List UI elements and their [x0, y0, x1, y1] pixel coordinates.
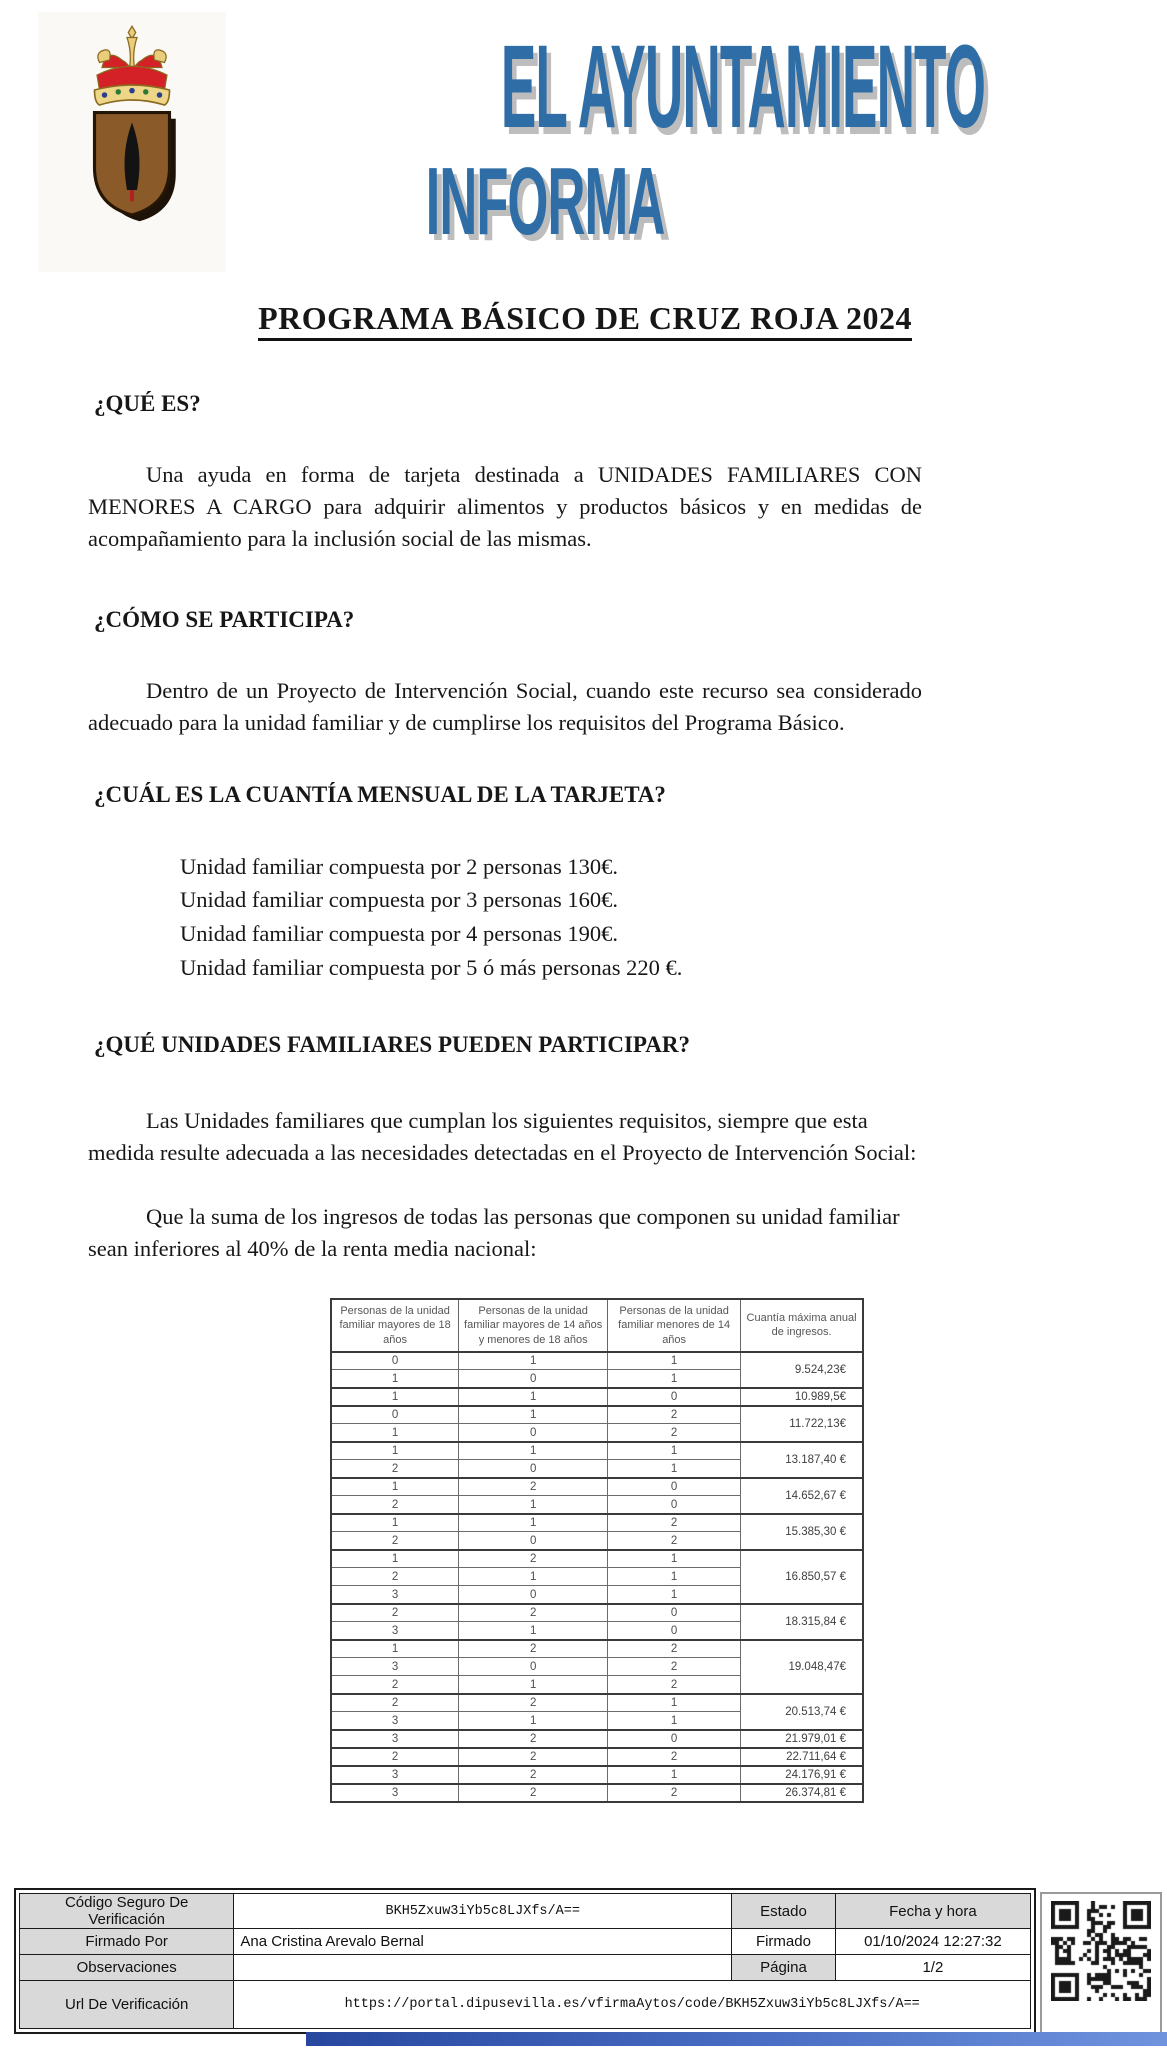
pagina-label: Página: [732, 1955, 836, 1981]
crown-icon: [95, 26, 170, 105]
count-cell: 0: [608, 1730, 741, 1748]
amount-cell: 13.187,40 €: [741, 1442, 863, 1478]
income-table-body: [331, 1352, 863, 1802]
income-table-wrap: [330, 1298, 864, 1803]
cuantia-list: [180, 850, 922, 985]
count-cell: 2: [459, 1604, 608, 1622]
amount-cell: 9.524,23€: [741, 1352, 863, 1388]
content: [88, 388, 922, 1265]
count-cell: 1: [459, 1622, 608, 1640]
count-cell: 0: [459, 1586, 608, 1604]
count-cell: 3: [331, 1622, 459, 1640]
amount-cell: 14.652,67 €: [741, 1478, 863, 1514]
income-header-teens: Personas de la unidad familiar mayores de 14 años y menores de 18 años: [459, 1299, 608, 1352]
count-cell: 2: [331, 1532, 459, 1550]
amount-cell: 16.850,57 €: [741, 1550, 863, 1604]
verif-row-csv: [20, 1894, 1031, 1929]
amount-cell: 11.722,13€: [741, 1406, 863, 1442]
count-cell: 0: [459, 1532, 608, 1550]
count-cell: 1: [459, 1496, 608, 1514]
count-cell: 1: [459, 1568, 608, 1586]
banner-line1: EL AYUNTAMIENTO: [500, 21, 985, 153]
income-table: [330, 1298, 864, 1803]
income-header-row: [331, 1299, 863, 1352]
observaciones-value: [234, 1955, 732, 1981]
amount-cell: 21.979,01 €: [741, 1730, 863, 1748]
income-row: [331, 1748, 863, 1766]
count-cell: 2: [608, 1424, 741, 1442]
estado-value: Firmado: [732, 1929, 836, 1955]
count-cell: 1: [608, 1460, 741, 1478]
count-cell: 0: [608, 1478, 741, 1496]
qr-box: [1040, 1892, 1162, 2040]
count-cell: 1: [608, 1766, 741, 1784]
qr-code: [1051, 1901, 1151, 2001]
amount-cell: 10.989,5€: [741, 1388, 863, 1406]
paragraph-participar-2: Que la suma de los ingresos de todas las personas que componen su unidad familiar sean inferiores al 40% de la renta media nacional:: [88, 1204, 900, 1262]
income-row: [331, 1514, 863, 1532]
crest-box: [38, 12, 226, 272]
banner: [205, 21, 985, 255]
fecha-value: 01/10/2024 12:27:32: [835, 1929, 1030, 1955]
paragraph-como-se-participa: Dentro de un Proyecto de Intervención Social, cuando este recurso sea considerado adecuado para la unidad familiar y de cumplirse los requisitos del Programa Básico.: [88, 678, 922, 736]
estado-header: Estado: [732, 1894, 836, 1929]
count-cell: 2: [331, 1694, 459, 1712]
income-row: [331, 1604, 863, 1622]
count-cell: 1: [608, 1370, 741, 1388]
count-cell: 1: [608, 1712, 741, 1730]
income-row: [331, 1784, 863, 1802]
count-cell: 0: [331, 1406, 459, 1424]
verification-url-link[interactable]: https://portal.dipusevilla.es/vfirmaAytos/code/BKH5Zxuw3iYb5c8LJXfs/A==: [234, 1981, 1031, 2029]
count-cell: 0: [459, 1424, 608, 1442]
verif-row-observaciones: [20, 1955, 1031, 1981]
amount-cell: 18.315,84 €: [741, 1604, 863, 1640]
shield-icon: [95, 112, 176, 221]
count-cell: 1: [608, 1352, 741, 1370]
count-cell: 2: [459, 1766, 608, 1784]
income-row: [331, 1478, 863, 1496]
cuantia-item: Unidad familiar compuesta por 4 personas 190€.: [180, 921, 619, 947]
count-cell: 2: [331, 1676, 459, 1694]
count-cell: 0: [459, 1658, 608, 1676]
count-cell: 1: [459, 1514, 608, 1532]
pagina-value: 1/2: [835, 1955, 1030, 1981]
income-header-children: Personas de la unidad familiar menores de 14 años: [608, 1299, 741, 1352]
bottom-blue-bar: [306, 2032, 1167, 2046]
count-cell: 1: [608, 1550, 741, 1568]
count-cell: 3: [331, 1658, 459, 1676]
income-header-amount: Cuantía máxima anual de ingresos.: [741, 1299, 863, 1352]
count-cell: 3: [331, 1730, 459, 1748]
count-cell: 0: [608, 1388, 741, 1406]
count-cell: 2: [608, 1514, 741, 1532]
verification-footer: [14, 1888, 1036, 2034]
count-cell: 3: [331, 1766, 459, 1784]
verification-table: [19, 1893, 1031, 2029]
count-cell: 2: [608, 1658, 741, 1676]
count-cell: 0: [459, 1460, 608, 1478]
amount-cell: 22.711,64 €: [741, 1748, 863, 1766]
heading-que-es: ¿QUÉ ES?: [94, 391, 201, 416]
income-row: [331, 1766, 863, 1784]
count-cell: 2: [608, 1640, 741, 1658]
paragraph-participar-1: Las Unidades familiares que cumplan los siguientes requisitos, siempre que esta medida resulte adecuada a las necesidades detectadas en el Proyecto de Intervención Social:: [88, 1108, 917, 1166]
paragraph-que-es: Una ayuda en forma de tarjeta destinada a UNIDADES FAMILIARES CON MENORES A CARGO para adquirir alimentos y productos básicos y en medidas de acompañamiento para la inclusión social de las mismas.: [88, 461, 922, 551]
count-cell: 2: [608, 1406, 741, 1424]
csv-value: BKH5Zxuw3iYb5c8LJXfs/A==: [234, 1894, 732, 1929]
amount-cell: 24.176,91 €: [741, 1766, 863, 1784]
count-cell: 1: [459, 1388, 608, 1406]
income-row: [331, 1730, 863, 1748]
count-cell: 2: [459, 1640, 608, 1658]
cuantia-item: Unidad familiar compuesta por 5 ó más personas 220 €.: [180, 954, 683, 980]
count-cell: 2: [459, 1550, 608, 1568]
count-cell: 1: [459, 1676, 608, 1694]
count-cell: 2: [608, 1784, 741, 1802]
income-row: [331, 1640, 863, 1658]
count-cell: 2: [331, 1604, 459, 1622]
heading-como-se-participa: ¿CÓMO SE PARTICIPA?: [94, 607, 355, 633]
count-cell: 3: [331, 1712, 459, 1730]
verif-row-firmado: [20, 1929, 1031, 1955]
count-cell: 1: [331, 1424, 459, 1442]
count-cell: 1: [608, 1586, 741, 1604]
count-cell: 2: [608, 1532, 741, 1550]
count-cell: 1: [331, 1478, 459, 1496]
fecha-header: Fecha y hora: [835, 1894, 1030, 1929]
count-cell: 1: [459, 1352, 608, 1370]
count-cell: 2: [331, 1496, 459, 1514]
count-cell: 1: [608, 1568, 741, 1586]
count-cell: 0: [608, 1496, 741, 1514]
firmado-por-label: Firmado Por: [20, 1929, 234, 1955]
heading-participar: ¿QUÉ UNIDADES FAMILIARES PUEDEN PARTICIPAR?: [94, 1031, 690, 1057]
count-cell: 1: [459, 1442, 608, 1460]
url-label: Url De Verificación: [20, 1981, 234, 2029]
income-row: [331, 1388, 863, 1406]
doc-title-row: [215, 300, 955, 341]
csv-label: Código Seguro De Verificación: [20, 1894, 234, 1929]
count-cell: 1: [331, 1442, 459, 1460]
count-cell: 2: [459, 1730, 608, 1748]
count-cell: 1: [608, 1442, 741, 1460]
count-cell: 2: [608, 1676, 741, 1694]
count-cell: 2: [331, 1568, 459, 1586]
count-cell: 1: [459, 1406, 608, 1424]
observaciones-label: Observaciones: [20, 1955, 234, 1981]
banner-line2: INFORMA: [425, 148, 665, 255]
cuantia-item: Unidad familiar compuesta por 2 personas 130€.: [180, 853, 619, 879]
count-cell: 0: [608, 1604, 741, 1622]
count-cell: 1: [331, 1514, 459, 1532]
amount-cell: 15.385,30 €: [741, 1514, 863, 1550]
count-cell: 2: [608, 1748, 741, 1766]
heading-cuantia: ¿CUÁL ES LA CUANTÍA MENSUAL DE LA TARJETA?: [94, 782, 666, 807]
count-cell: 2: [459, 1478, 608, 1496]
count-cell: 2: [331, 1748, 459, 1766]
count-cell: 2: [459, 1694, 608, 1712]
income-row: [331, 1694, 863, 1712]
income-row: [331, 1550, 863, 1568]
count-cell: 1: [331, 1640, 459, 1658]
count-cell: 0: [459, 1370, 608, 1388]
firmado-por-value: Ana Cristina Arevalo Bernal: [234, 1929, 732, 1955]
income-row: [331, 1442, 863, 1460]
count-cell: 1: [331, 1388, 459, 1406]
count-cell: 1: [331, 1550, 459, 1568]
count-cell: 1: [608, 1694, 741, 1712]
count-cell: 3: [331, 1784, 459, 1802]
amount-cell: 19.048,47€: [741, 1640, 863, 1694]
cuantia-item: Unidad familiar compuesta por 3 personas 160€.: [180, 887, 619, 913]
income-row: [331, 1406, 863, 1424]
count-cell: 1: [459, 1712, 608, 1730]
municipal-crest-icon: [57, 25, 207, 260]
income-row: [331, 1352, 863, 1370]
count-cell: 0: [608, 1622, 741, 1640]
verif-row-url: [20, 1981, 1031, 2029]
doc-title: PROGRAMA BÁSICO DE CRUZ ROJA 2024: [258, 300, 912, 341]
income-header-adults: Personas de la unidad familiar mayores de 18 años: [331, 1299, 459, 1352]
count-cell: 0: [331, 1352, 459, 1370]
count-cell: 2: [459, 1748, 608, 1766]
count-cell: 2: [331, 1460, 459, 1478]
amount-cell: 26.374,81 €: [741, 1784, 863, 1802]
count-cell: 1: [331, 1370, 459, 1388]
count-cell: 3: [331, 1586, 459, 1604]
count-cell: 2: [459, 1784, 608, 1802]
amount-cell: 20.513,74 €: [741, 1694, 863, 1730]
